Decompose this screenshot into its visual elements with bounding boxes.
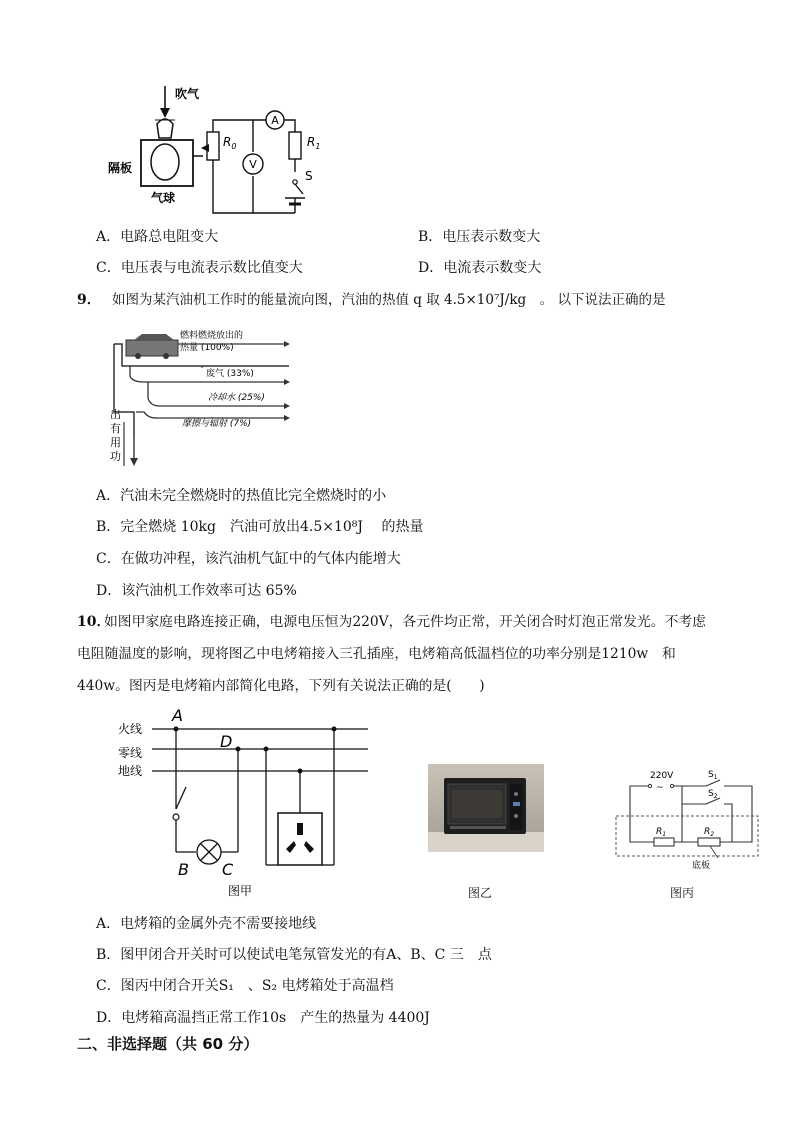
base-plate-label: 底板 [692, 861, 711, 871]
r1-bing-label: $R_1$ [656, 827, 667, 838]
q9-stem: 如图为某汽油机工作时的能量流向图，汽油的热值 q 取 4.5×10⁷J/kg 。 以下说法正确的是 [112, 292, 666, 308]
q9-option-c[interactable]: C．在做功冲程，该汽油机气缸中的气体内能增大 [96, 551, 401, 567]
q10-option-a[interactable]: A．电烤箱的金属外壳不需要接地线 [96, 916, 317, 932]
live-wire-label: 火线 [118, 722, 143, 736]
point-a: A [172, 706, 183, 725]
ac-tilde: ~ [656, 783, 664, 793]
voltage-label: 220V [650, 771, 674, 781]
point-b: B [178, 860, 189, 879]
fuel-heat-line2: 热量 (100%) [180, 343, 234, 353]
ground-wire-label: 地线 [118, 764, 143, 778]
blow-label: 吹气 [175, 87, 200, 101]
q10-number: 10． [77, 614, 111, 630]
q10-line2: 电阻随温度的影响，现将图乙中电烤箱接入三孔插座，电烤箱高低温档位的功率分别是1210w 和 [77, 646, 676, 662]
useful-work-char-1: 出 [110, 408, 121, 421]
r1-label: $R_1$ [307, 135, 321, 151]
section-2-title: 二、非选择题（共 60 分） [77, 1035, 259, 1053]
r2-bing-label: $R_2$ [704, 827, 715, 838]
q8-option-c[interactable]: C．电压表与电流表示数比值变大 [96, 260, 303, 276]
s1-label: $S_1$ [708, 770, 718, 781]
q8-option-d[interactable]: D．电流表示数变大 [418, 260, 542, 276]
household-circuit-figure [112, 705, 374, 900]
point-c: C [222, 860, 234, 879]
q9-option-a[interactable]: A．汽油未完全燃烧时的热值比完全燃烧时的小 [96, 488, 387, 504]
fuel-heat-line1: 燃料燃烧放出的 [180, 331, 244, 341]
energy-flow-figure [104, 326, 304, 470]
coolant-label: 冷却水 (25%) [208, 393, 265, 403]
balloon-label: 气球 [151, 191, 176, 205]
neutral-wire-label: 零线 [118, 746, 143, 760]
partition-label: 隔板 [108, 161, 133, 175]
ammeter-label: A [271, 114, 279, 127]
useful-work-char-3: 用 [110, 436, 121, 449]
voltmeter-label: V [249, 158, 257, 171]
fig-bing-caption: 图丙 [670, 886, 695, 900]
q8-option-a[interactable]: A．电路总电阻变大 [96, 229, 219, 245]
r0-label: $R_0$ [223, 135, 237, 151]
q8-option-b[interactable]: B．电压表示数变大 [418, 229, 541, 245]
useful-work-char-2: 有 [110, 422, 121, 435]
fig-jia-caption: 图甲 [227, 884, 253, 898]
switch-label: S [305, 169, 313, 183]
q9-option-d[interactable]: D．该汽油机工作效率可达 65% [96, 583, 297, 599]
q10-option-b[interactable]: B．图甲闭合开关时可以使试电笔氖管发光的有A、B、C 三 点 [96, 947, 492, 963]
useful-work-char-4: 功 [110, 450, 121, 463]
s2-label: $S_2$ [708, 789, 718, 800]
q8-circuit-figure [105, 80, 340, 220]
q10-line1: 如图甲家庭电路连接正确，电源电压恒为220V，各元件均正常，开关闭合时灯泡正常发光。不考虑 [104, 614, 706, 630]
friction-label: 摩擦与辐射 (7%) [182, 419, 252, 429]
exhaust-label: 废气 (33%) [206, 369, 254, 379]
q9-option-b[interactable]: B．完全燃烧 10kg 汽油可放出4.5×10⁸J 的热量 [96, 519, 424, 535]
oven-photo [428, 764, 544, 852]
q10-line3: 440w。图丙是电烤箱内部简化电路，下列有关说法正确的是( ) [77, 678, 485, 694]
fig-yi-caption: 图乙 [468, 886, 493, 900]
q9-number: 9． [77, 292, 101, 308]
point-d: D [220, 732, 233, 751]
q10-option-c[interactable]: C．图丙中闭合开关S₁ 、S₂ 电烤箱处于高温档 [96, 978, 394, 994]
q10-option-d[interactable]: D．电烤箱高温挡正常工作10s 产生的热量为 4400J [96, 1010, 430, 1026]
oven-internal-circuit [612, 766, 764, 878]
